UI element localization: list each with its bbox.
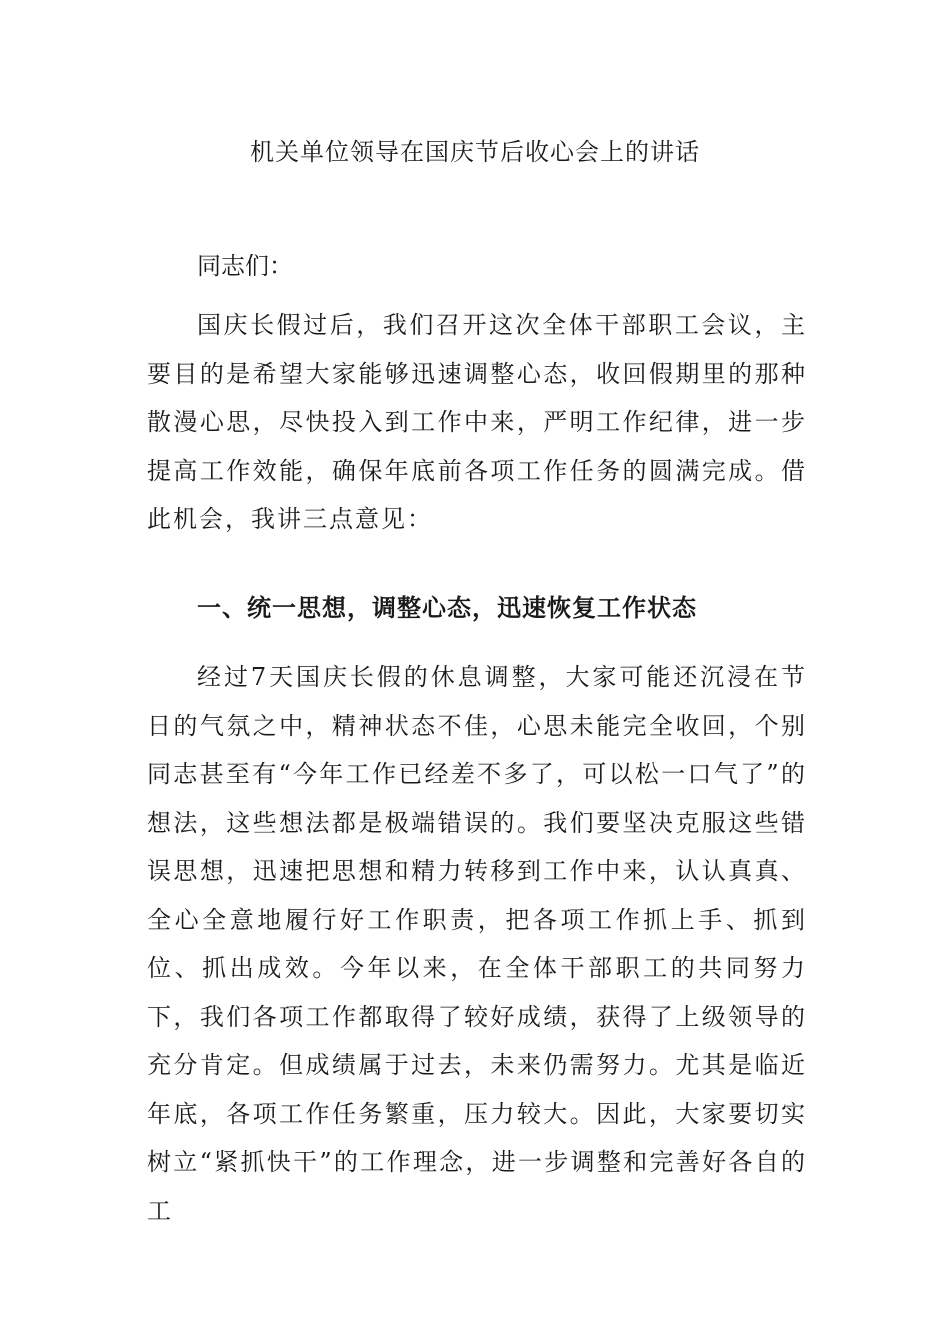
salutation: 同志们： [197, 252, 293, 280]
paragraph-section-1: 经过7天国庆长假的休息调整，大家可能还沉浸在节日的气氛之中，精神状态不佳，心思未能完全收回，个别同志甚至有“今年工作已经差不多了，可以松一口气了”的想法，这些想法都是极端错误的。我们要坚决克服这些错误思想，迅速把思想和精力转移到工作中来，认认真真、全心全意地履行好工作职责，把各项工作抓上手、抓到位、抓出成效。今年以来，在全体干部职工的共同努力下，我们各项工作都取得了较好成绩，获得了上级领导的充分肯定。但成绩属于过去，未来仍需努力。尤其是临近年底，各项工作任务繁重，压力较大。因此，大家要切实树立“紧抓快干”的工作理念，进一步调整和完善好各自的工 [147, 663, 807, 1225]
document-title: 机关单位领导在国庆节后收心会上的讲话 [250, 138, 700, 166]
paragraph-intro: 国庆长假过后，我们召开这次全体干部职工会议，主要目的是希望大家能够迅速调整心态，收回假期里的那种散漫心思，尽快投入到工作中来，严明工作纪律，进一步提高工作效能，确保年底前各项工作任务的圆满完成。借此机会，我讲三点意见： [147, 311, 807, 533]
section-heading-1: 一、统一思想，调整心态，迅速恢复工作状态 [197, 593, 697, 622]
